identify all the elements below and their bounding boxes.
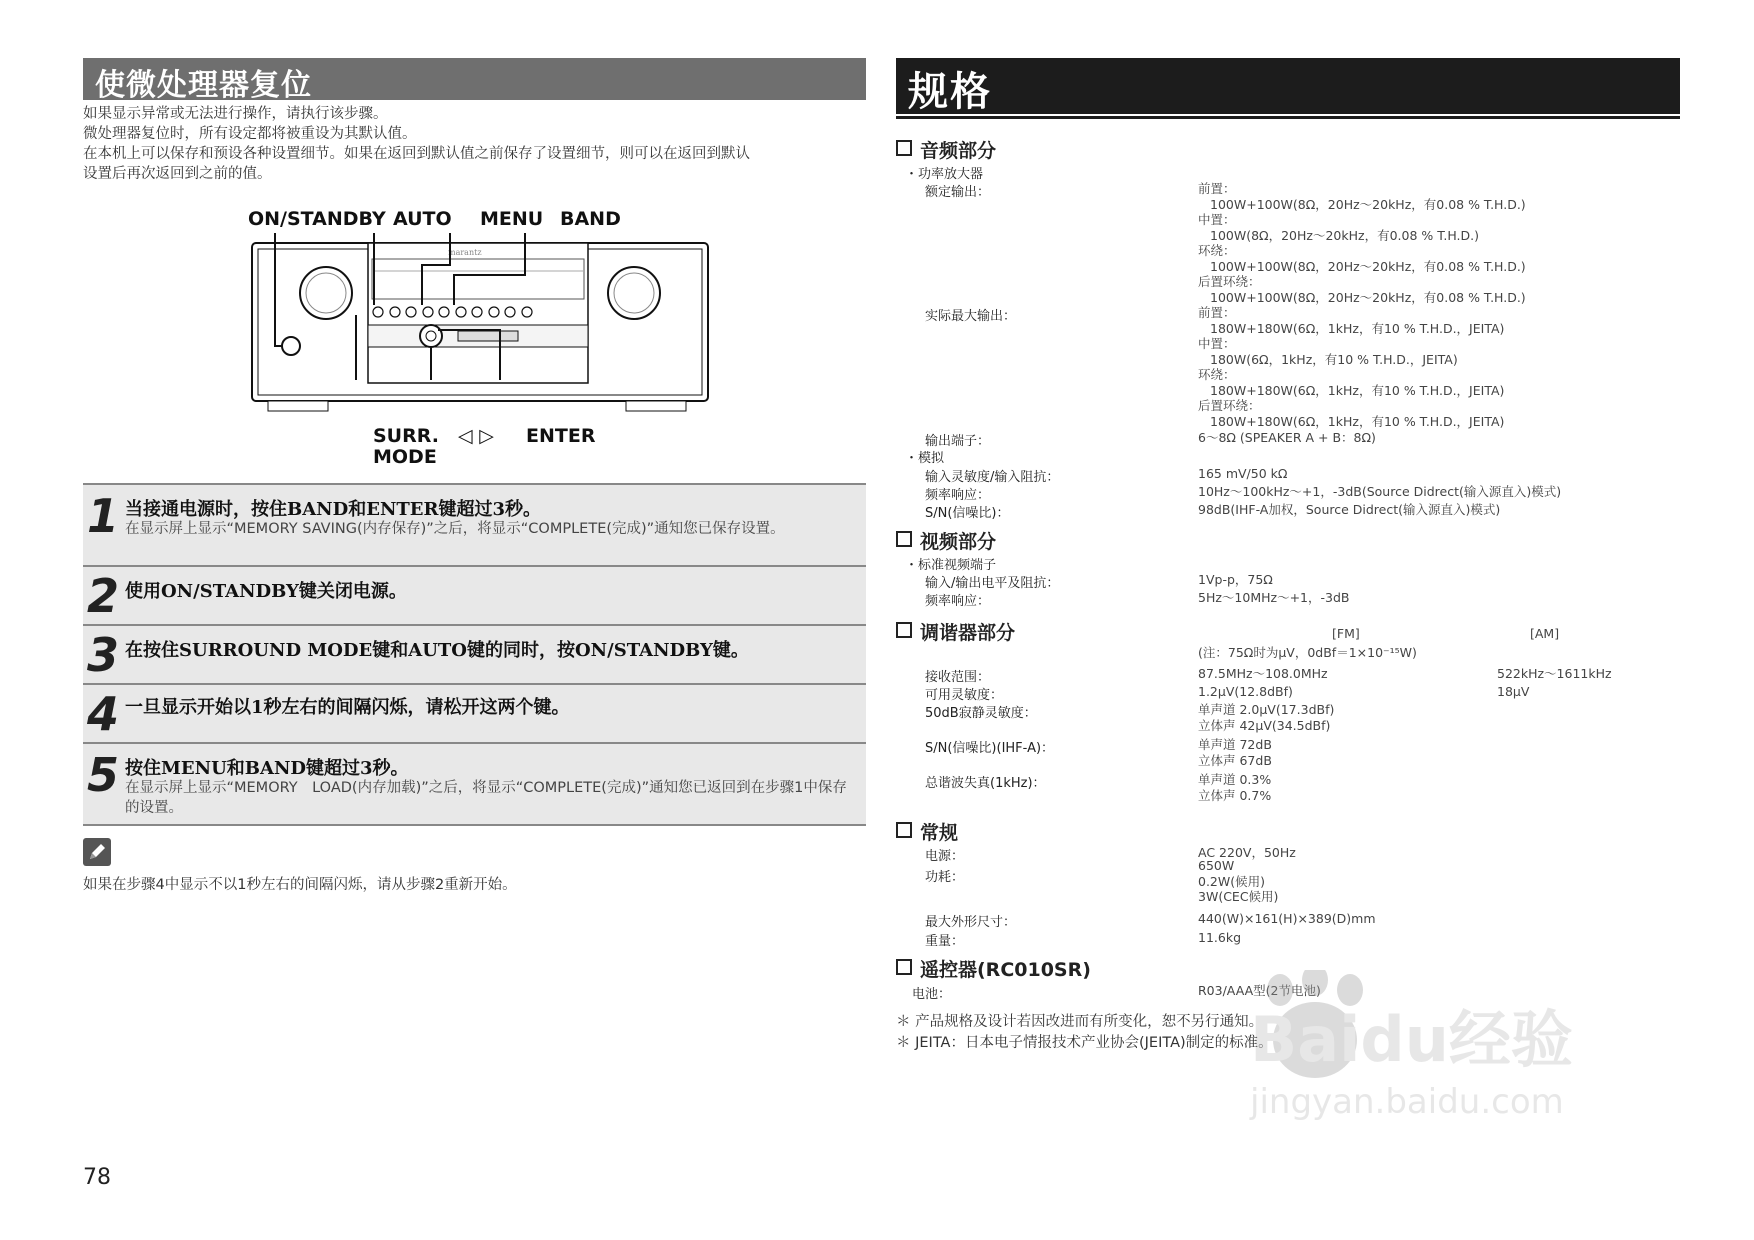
power-supply-value: AC 220V，50Hz — [1198, 845, 1296, 860]
step-description: 在显示屏上显示“MEMORY LOAD(内存加载)”之后，将显示“COMPLETE(完成)”通知您已返回到在步骤1中保存的设置。 — [125, 780, 847, 816]
rated-output-label: 额定输出： — [925, 185, 991, 200]
quieting-mono: 单声道 2.0μV(17.3dBf) — [1198, 702, 1335, 717]
general-heading-label: 常规 — [920, 822, 959, 844]
weight-label: 重量： — [925, 934, 965, 949]
label-auto: AUTO — [393, 208, 452, 230]
usable-sensitivity-fm: 1.2μV(12.8dBf) — [1198, 684, 1293, 699]
sn-label: S/N(信噪比)： — [925, 506, 1010, 521]
power-supply-label: 电源： — [925, 849, 965, 864]
fm-column-header: [FM] — [1332, 626, 1360, 641]
power-button — [282, 337, 300, 355]
std-video-label: ・标准视频端子 — [905, 558, 997, 573]
power-consumption-label: 功耗： — [925, 870, 965, 885]
weight-value: 11.6kg — [1198, 930, 1242, 945]
section-title: 使微处理器复位 — [95, 68, 312, 103]
power-consumption-values — [1198, 858, 1278, 905]
page-number: 78 — [83, 1165, 111, 1190]
footnote: ＊ JEITA：日本电子情报技术产业协会(JEITA)制定的标准。 — [896, 1035, 1273, 1051]
step-number: 1 — [87, 489, 120, 543]
consumption-cec-standby: 3W(CEC候用) — [1198, 889, 1279, 904]
thd-stereo: 立体声 0.7% — [1198, 787, 1272, 803]
audio-heading-label: 音频部分 — [920, 140, 997, 162]
tuning-range-am: 522kHz～1611kHz — [1497, 666, 1612, 681]
thd-label: 总谐波失真(1kHz)： — [925, 776, 1046, 791]
video-freq-label: 频率响应： — [925, 594, 991, 609]
step-4 — [83, 683, 866, 742]
input-sensitivity-value: 165 mV/50 kΩ — [1198, 466, 1288, 481]
intro-line: 如果显示异常或无法进行操作，请执行该步骤。 — [83, 106, 388, 122]
video-io-value: 1Vp-p，75Ω — [1198, 572, 1273, 587]
am-column-header: [AM] — [1530, 626, 1560, 641]
label-on-standby: ON/STANDBY — [248, 208, 386, 230]
max-front-label: 前置： — [1198, 305, 1236, 320]
step-2 — [83, 565, 866, 624]
label-menu: MENU — [480, 208, 544, 230]
note-text: 如果在步骤4中显示不以1秒左右的间隔闪烁，请从步骤2重新开始。 — [83, 877, 517, 893]
dimensions-value: 440(W)×161(H)×389(D)mm — [1198, 911, 1376, 926]
analog-label: ・模拟 — [905, 451, 945, 466]
max-back-label: 后置环绕： — [1198, 398, 1261, 413]
tuner-heading-label: 调谐器部分 — [920, 622, 1016, 644]
max-center-label: 中置： — [1198, 336, 1236, 351]
input-knob — [608, 267, 660, 319]
tuner-heading — [896, 618, 1015, 645]
checkbox-square-icon — [896, 822, 912, 838]
audio-heading — [896, 136, 996, 163]
max-front-value: 180W+180W(6Ω，1kHz，有10 % T.H.D.，JEITA) — [1210, 320, 1505, 336]
thd-values — [1198, 772, 1271, 803]
rated-center-value: 100W(8Ω，20Hz～20kHz，有0.08 % T.H.D.) — [1210, 227, 1479, 243]
max-surround-label: 环绕： — [1198, 367, 1236, 382]
consumption-standby: 0.2W(候用) — [1198, 873, 1265, 889]
step-title: 一旦显示开始以1秒左右的间隔闪烁，请松开这两个键。 — [125, 697, 570, 718]
footnote: ＊ 产品规格及设计若因改进而有所变化，恕不另行通知。 — [896, 1014, 1264, 1030]
quieting-stereo: 立体声 42μV(34.5dBf) — [1198, 717, 1331, 733]
consumption-normal: 650W — [1198, 858, 1235, 873]
volume-knob — [300, 267, 352, 319]
rated-front-value: 100W+100W(8Ω，20Hz～20kHz，有0.08 % T.H.D.) — [1210, 196, 1526, 212]
rated-front-label: 前置： — [1198, 181, 1236, 196]
video-io-label: 输入/输出电平及阻抗： — [925, 576, 1060, 591]
step-title: 按住MENU和BAND键超过3秒。 — [125, 758, 409, 779]
rated-back-value: 100W+100W(8Ω，20Hz～20kHz，有0.08 % T.H.D.) — [1210, 289, 1526, 305]
max-back-value: 180W+180W(6Ω，1kHz，有10 % T.H.D.，JEITA) — [1210, 413, 1505, 429]
label-surr: SURR. — [373, 425, 439, 447]
intro-line: 设置后再次返回到之前的值。 — [83, 166, 272, 182]
tuner-sn-label: S/N(信噪比)(IHF-A)： — [925, 741, 1055, 756]
thd-mono: 单声道 0.3% — [1198, 772, 1272, 787]
rated-output-values — [1198, 181, 1526, 305]
specs-title: 规格 — [908, 69, 992, 115]
tuning-range-fm: 87.5MHz～108.0MHz — [1198, 666, 1328, 681]
header-rule — [896, 116, 1680, 119]
step-number: 4 — [87, 687, 120, 741]
remote-heading-label: 遥控器(RC010SR) — [920, 959, 1091, 981]
checkbox-square-icon — [896, 531, 912, 547]
checkbox-square-icon — [896, 959, 912, 975]
video-heading-label: 视频部分 — [920, 531, 997, 553]
specs-header — [896, 58, 1680, 114]
tuner-sn-values — [1198, 737, 1272, 768]
max-center-value: 180W(6Ω，1kHz，有10 % T.H.D.，JEITA) — [1210, 351, 1458, 367]
tuner-note: (注：75Ω时为μV，0dBf＝1×10⁻¹⁵W) — [1198, 645, 1417, 660]
step-description: 在显示屏上显示“MEMORY SAVING(内存保存)”之后，将显示“COMPLETE(完成)”通知您已保存设置。 — [125, 521, 785, 537]
step-number: 3 — [87, 628, 120, 682]
watermark-url: jingyan.baidu.com — [1250, 1082, 1564, 1122]
step-1 — [83, 483, 866, 565]
usable-sensitivity-am: 18μV — [1497, 684, 1530, 699]
remote-heading — [896, 955, 1091, 982]
step-title: 当接通电源时，按住BAND和ENTER键超过3秒。 — [125, 499, 542, 520]
label-enter: ENTER — [526, 425, 596, 447]
tuner-sn-stereo: 立体声 67dB — [1198, 752, 1272, 768]
pencil-icon — [83, 838, 111, 866]
step-title: 在按住SURROUND MODE键和AUTO键的同时，按ON/STANDBY键。 — [125, 640, 749, 661]
step-3 — [83, 624, 866, 683]
tuner-sn-mono: 单声道 72dB — [1198, 737, 1272, 752]
rated-center-label: 中置： — [1198, 212, 1236, 227]
output-terminal-label: 输出端子： — [925, 434, 991, 449]
label-mode: MODE — [373, 446, 437, 465]
receiver-diagram — [248, 205, 718, 465]
freq-response-label: 频率响应： — [925, 488, 991, 503]
intro-line: 微处理器复位时，所有设定都将被重设为其默认值。 — [83, 126, 417, 142]
step-number: 2 — [87, 569, 120, 623]
usable-sensitivity-label: 可用灵敏度： — [925, 688, 1004, 703]
battery-value: R03/AAA型(2节电池) — [1198, 983, 1321, 998]
brand-logo: marantz — [448, 248, 482, 257]
watermark-title: Baidu经验 — [1250, 1003, 1573, 1076]
tuning-range-label: 接收范围： — [925, 670, 991, 685]
battery-label: 电池： — [912, 987, 952, 1002]
power-amp-label: ・功率放大器 — [905, 167, 984, 182]
baidu-watermark — [1240, 970, 1660, 1170]
sn-value: 98dB(IHF-A加权，Source Didrect(输入源直入)模式) — [1198, 502, 1501, 517]
rated-surround-label: 环绕： — [1198, 243, 1236, 258]
rated-back-label: 后置环绕： — [1198, 274, 1261, 289]
intro-line: 在本机上可以保存和预设各种设置细节。如果在返回到默认值之前保存了设置细节，则可以在返回到默认 — [83, 146, 750, 162]
max-output-label: 实际最大输出： — [925, 309, 1017, 324]
section-header — [83, 58, 866, 103]
checkbox-square-icon — [896, 622, 912, 638]
rated-surround-value: 100W+100W(8Ω，20Hz～20kHz，有0.08 % T.H.D.) — [1210, 258, 1526, 274]
quieting-label: 50dB寂静灵敏度： — [925, 706, 1037, 721]
label-arrows: ◁ ▷ — [458, 425, 494, 447]
video-heading — [896, 527, 996, 554]
max-output-values — [1198, 305, 1504, 429]
quieting-values — [1198, 702, 1334, 733]
dimensions-label: 最大外形尺寸： — [925, 915, 1017, 930]
max-surround-value: 180W+180W(6Ω，1kHz，有10 % T.H.D.，JEITA) — [1210, 382, 1505, 398]
step-title: 使用ON/STANDBY键关闭电源。 — [125, 581, 407, 602]
freq-response-value: 10Hz～100kHz～+1，-3dB(Source Didrect(输入源直入)模式) — [1198, 484, 1562, 499]
general-heading — [896, 818, 958, 845]
step-number: 5 — [87, 748, 120, 802]
video-freq-value: 5Hz～10MHz～+1，-3dB — [1198, 590, 1350, 605]
intro-text — [83, 104, 873, 184]
label-band: BAND — [560, 208, 621, 230]
input-sensitivity-label: 输入灵敏度/输入阻抗： — [925, 470, 1060, 485]
step-5 — [83, 742, 866, 826]
checkbox-square-icon — [896, 140, 912, 156]
output-terminal-value: 6～8Ω (SPEAKER A + B：8Ω) — [1198, 430, 1376, 445]
